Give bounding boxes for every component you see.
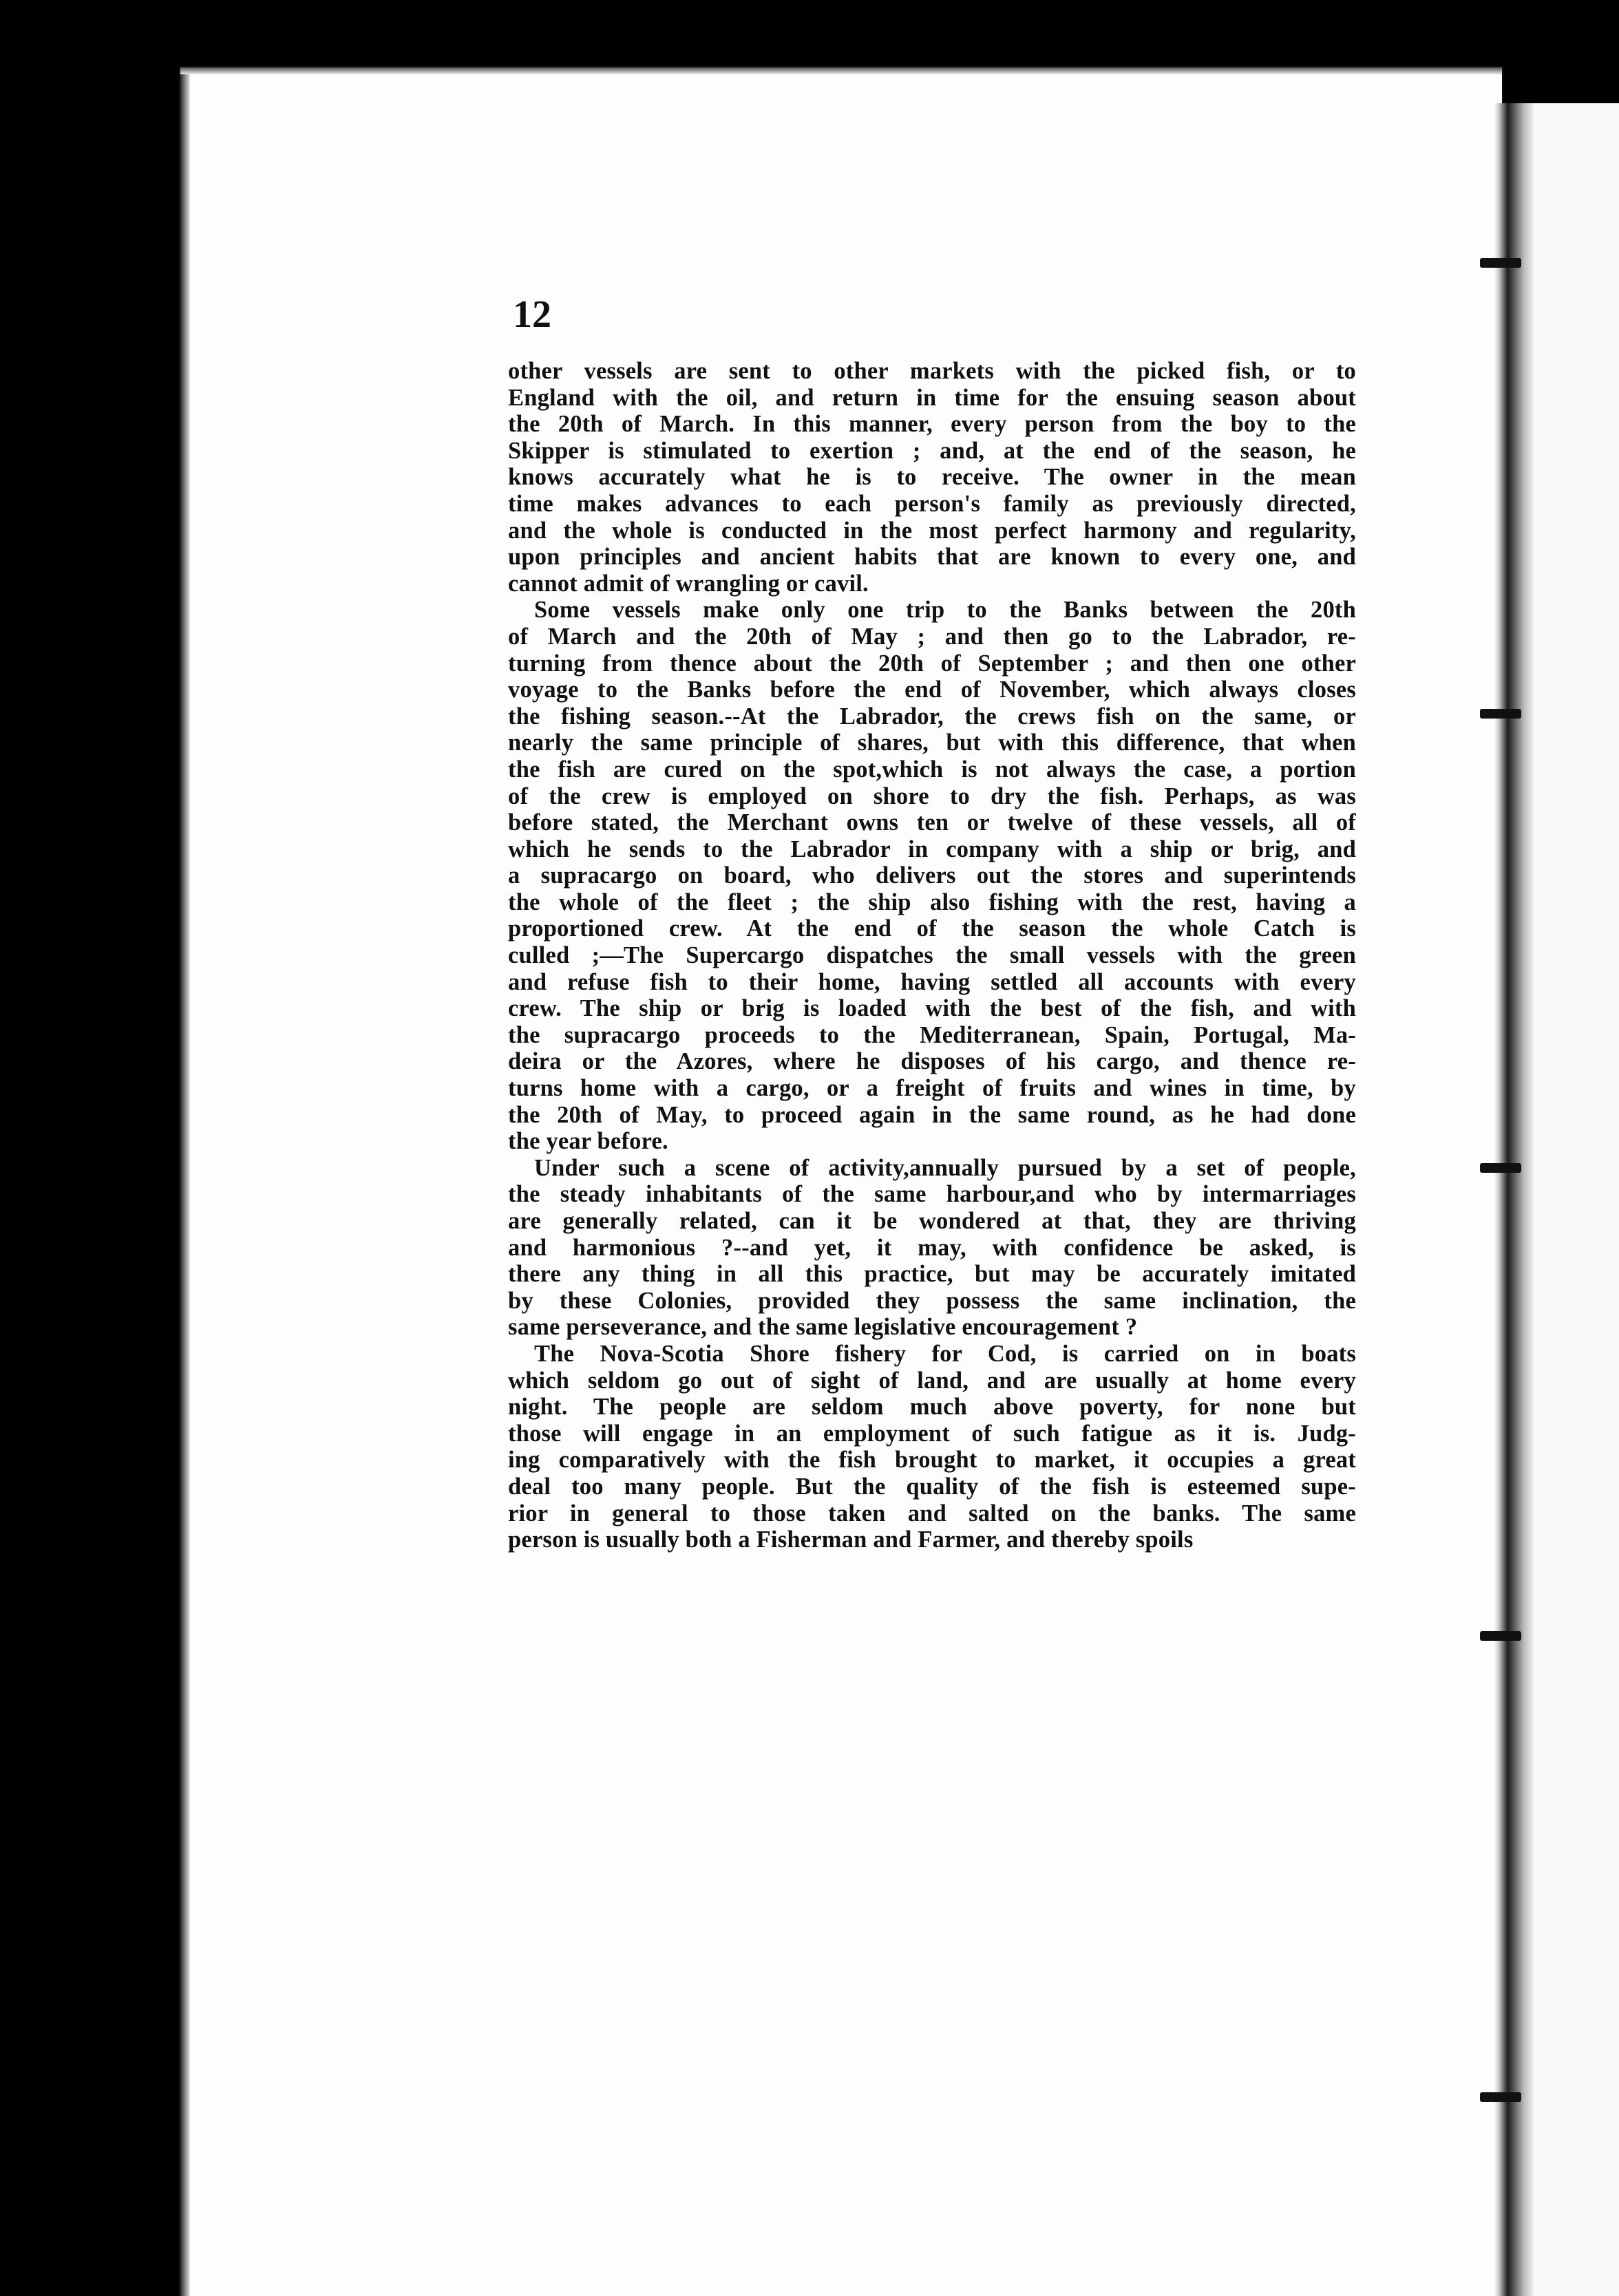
- text-line: and the whole is conducted in the most perfect harmony and regularity,: [508, 517, 1356, 544]
- text-line: nearly the same principle of shares, but with this difference, that when: [508, 730, 1356, 756]
- text-line: which seldom go out of sight of land, and are usually at home every: [508, 1367, 1356, 1394]
- text-line: person is usually both a Fisherman and Farmer, and thereby spoils: [508, 1527, 1194, 1553]
- binding-thread-mark: [1480, 1163, 1521, 1173]
- paragraph: [508, 358, 1356, 597]
- text-line: proportioned crew. At the end of the season the whole Catch is: [508, 915, 1356, 942]
- book-gutter: [1494, 103, 1507, 2296]
- text-line: the fishing season.--At the Labrador, the crews fish on the same, or: [508, 703, 1356, 730]
- facing-page-edge: [1507, 103, 1619, 2296]
- text-line: England with the oil, and return in time for the ensuing season about: [508, 384, 1356, 411]
- text-line: those will engage in an employment of such fatigue as it is. Judg-: [508, 1420, 1356, 1447]
- text-line: a supracargo on board, who delivers out the stores and superintends: [508, 862, 1356, 889]
- text-line: the whole of the fleet ; the ship also fishing with the rest, having a: [508, 889, 1356, 915]
- text-line: The Nova-Scotia Shore fishery for Cod, is carried on in boats: [534, 1340, 1356, 1367]
- text-line: cannot admit of wrangling or cavil.: [508, 570, 869, 597]
- text-line: deal too many people. But the quality of the fish is esteemed supe-: [508, 1473, 1356, 1500]
- paragraph: [508, 597, 1356, 1154]
- text-line: the year before.: [508, 1128, 668, 1155]
- text-line: turns home with a cargo, or a freight of fruits and wines in time, by: [508, 1075, 1356, 1102]
- text-line: which he sends to the Labrador in company with a ship or brig, and: [508, 836, 1356, 862]
- text-line: crew. The ship or brig is loaded with the best of the fish, and with: [508, 995, 1356, 1022]
- text-line: Some vessels make only one trip to the Banks between the 20th: [534, 597, 1356, 624]
- binding-thread-mark: [1480, 258, 1521, 268]
- text-line: night. The people are seldom much above poverty, for none but: [508, 1394, 1356, 1421]
- text-line: ing comparatively with the fish brought to market, it occupies a great: [508, 1447, 1356, 1474]
- text-line: of the crew is employed on shore to dry the fish. Perhaps, as was: [508, 783, 1356, 809]
- text-line: and refuse fish to their home, having settled all accounts with every: [508, 968, 1356, 995]
- text-line: the steady inhabitants of the same harbour,and who by intermarriages: [508, 1181, 1356, 1208]
- text-line: before stated, the Merchant owns ten or twelve of these vessels, all of: [508, 809, 1356, 836]
- page-top-edge: [180, 67, 1502, 74]
- paragraph: [508, 1155, 1356, 1341]
- facing-page-shadow: [1507, 103, 1535, 2296]
- text-line: are generally related, can it be wondered at that, they are thriving: [508, 1208, 1356, 1234]
- paragraph: [508, 1341, 1356, 1553]
- page-left-edge: [180, 67, 190, 2296]
- text-line: voyage to the Banks before the end of November, which always closes: [508, 677, 1356, 703]
- body-text: [508, 358, 1356, 1553]
- text-line: the 20th of May, to proceed again in the same round, as he had done: [508, 1101, 1356, 1128]
- binding-thread-mark: [1480, 1631, 1521, 1641]
- text-line: knows accurately what he is to receive. The owner in the mean: [508, 464, 1356, 491]
- text-line: other vessels are sent to other markets with the picked fish, or to: [508, 358, 1356, 384]
- text-line: same perseverance, and the same legislative encouragement ?: [508, 1314, 1138, 1341]
- page-number: 12: [513, 293, 551, 336]
- text-line: of March and the 20th of May ; and then go to the Labrador, re-: [508, 623, 1356, 650]
- text-line: the 20th of March. In this manner, every person from the boy to the: [508, 411, 1356, 438]
- text-line: time makes advances to each person's family as previously directed,: [508, 490, 1356, 517]
- text-line: the supracargo proceeds to the Mediterranean, Spain, Portugal, Ma-: [508, 1021, 1356, 1048]
- text-line: upon principles and ancient habits that are known to every one, and: [508, 544, 1356, 571]
- binding-thread-mark: [1480, 2092, 1521, 2102]
- text-line: Under such a scene of activity,annually pursued by a set of people,: [534, 1154, 1356, 1181]
- text-line: and harmonious ?--and yet, it may, with confidence be asked, is: [508, 1234, 1356, 1261]
- text-line: rior in general to those taken and salted on the banks. The same: [508, 1500, 1356, 1527]
- text-line: the fish are cured on the spot,which is not always the case, a portion: [508, 756, 1356, 783]
- binding-thread-mark: [1480, 709, 1521, 719]
- text-line: deira or the Azores, where he disposes of his cargo, and thence re-: [508, 1048, 1356, 1075]
- text-line: turning from thence about the 20th of September ; and then one other: [508, 650, 1356, 677]
- text-line: there any thing in all this practice, but may be accurately imitated: [508, 1261, 1356, 1288]
- text-line: Skipper is stimulated to exertion ; and, at the end of the season, he: [508, 437, 1356, 464]
- text-line: by these Colonies, provided they possess the same inclination, the: [508, 1287, 1356, 1314]
- text-line: culled ;—The Supercargo dispatches the small vessels with the green: [508, 942, 1356, 969]
